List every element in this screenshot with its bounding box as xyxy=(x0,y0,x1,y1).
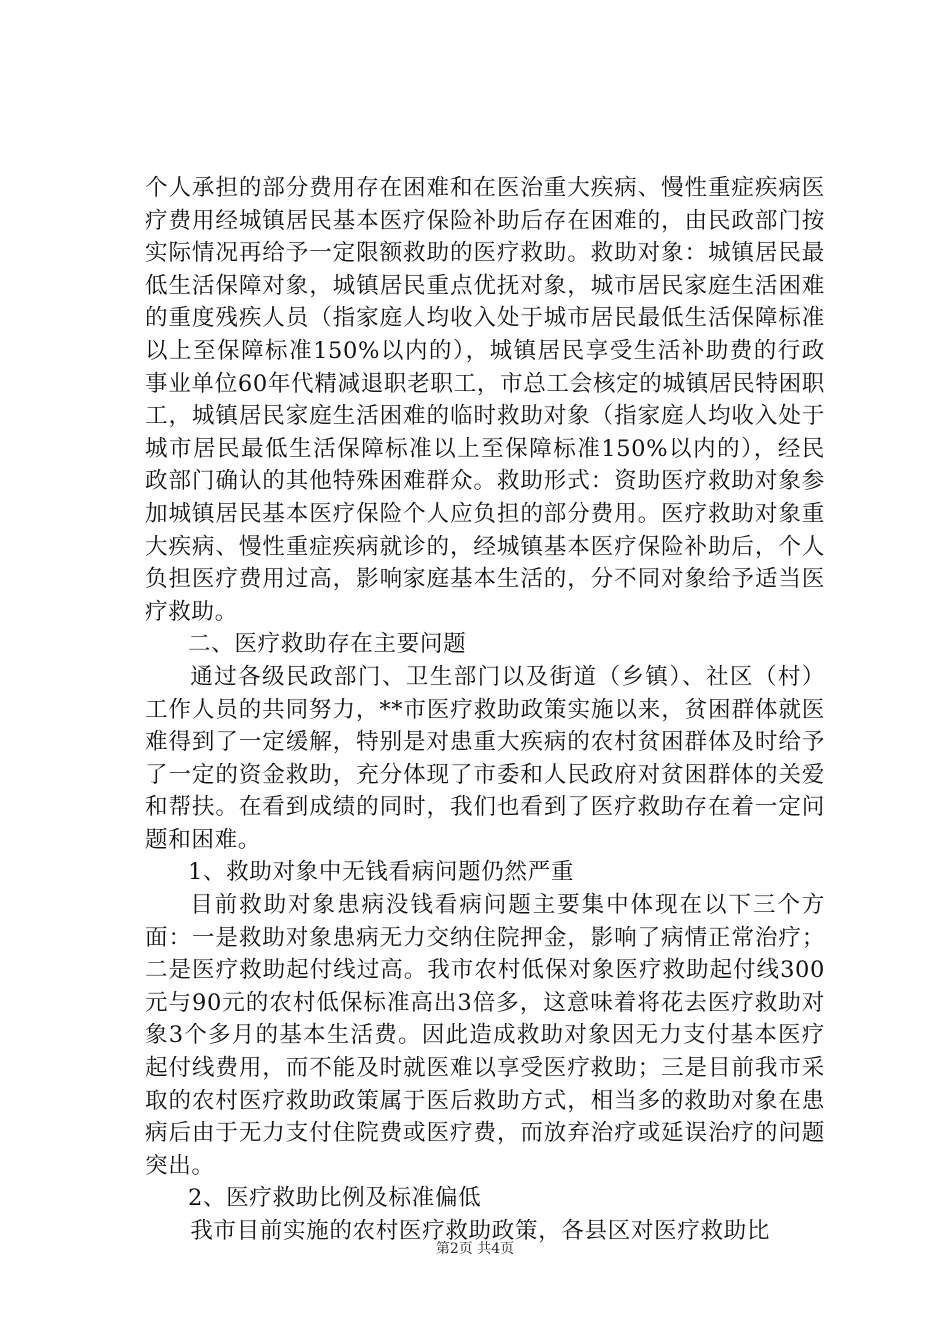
subheading-low-ratio-standard: 2、医疗救助比例及标准偏低 xyxy=(187,1185,482,1212)
subheading-no-money-for-treatment: 1、救助对象中无钱看病问题仍然严重 xyxy=(187,859,575,886)
paragraph-continuation: 个人承担的部分费用存在困难和在医治重大疾病、慢性重症疾病医疗费用经城镇居民基本医疗保险补助后存在困难的，由民政部门按实际情况再给予一定限额救助的医疗救助。救助对象：城镇居民最低生活保障对象，城镇居民重点优抚对象，城市居民家庭生活困难的重度残疾人员（指家庭人均收入处于城市居民最低生活保障标准以上至保障标准150%以内的），城镇居民享受生活补助费的行政事业单位60年代精减退职老职工，市总工会核定的城镇居民特困职工，城镇居民家庭生活困难的临时救助对象（指家庭人均收入处于城市居民最低生活保障标准以上至保障标准150%以内的），经民政部门确认的其他特殊困难群众。救助形式：资助医疗救助对象参加城镇居民基本医疗保险个人应负担的部分费用。医疗救助对象重大疾病、慢性重症疾病就诊的，经城镇基本医疗保险补助后，个人负担医疗费用过高，影响家庭基本生活的，分不同对象给予适当医疗救助。 xyxy=(145,175,825,625)
paragraph-overview: 通过各级民政部门、卫生部门以及街道（乡镇）、社区（村）工作人员的共同努力，**市医疗救助政策实施以来，贫困群体就医难得到了一定缓解，特别是对患重大疾病的农村贫困群体及时给予了一定的资金救助，充分体现了市委和人民政府对贫困群体的关爱和帮扶。在看到成绩的同时，我们也看到了医疗救助存在着一定问题和困难。 xyxy=(145,663,825,853)
page-footer: 第2页 共4页 xyxy=(435,1241,515,1257)
section-heading-main-problems: 二、医疗救助存在主要问题 xyxy=(187,631,467,658)
document-body xyxy=(145,172,825,1248)
paragraph-three-aspects: 目前救助对象患病没钱看病问题主要集中体现在以下三个方面：一是救助对象患病无力交纳住院押金，影响了病情正常治疗；二是医疗救助起付线过高。我市农村低保对象医疗救助起付线300元与90元的农村低保标准高出3倍多，这意味着将花去医疗救助对象3个多月的基本生活费。因此造成救助对象因无力支付基本医疗起付线费用，而不能及时就医难以享受医疗救助；三是目前我市采取的农村医疗救助政策属于医后救助方式，相当多的救助对象在患病后由于无力支付住院费或医疗费，而放弃治疗或延误治疗的问题突出。 xyxy=(145,892,825,1179)
paragraph-rural-policy: 我市目前实施的农村医疗救助政策，各县区对医疗救助比 xyxy=(190,1218,771,1244)
